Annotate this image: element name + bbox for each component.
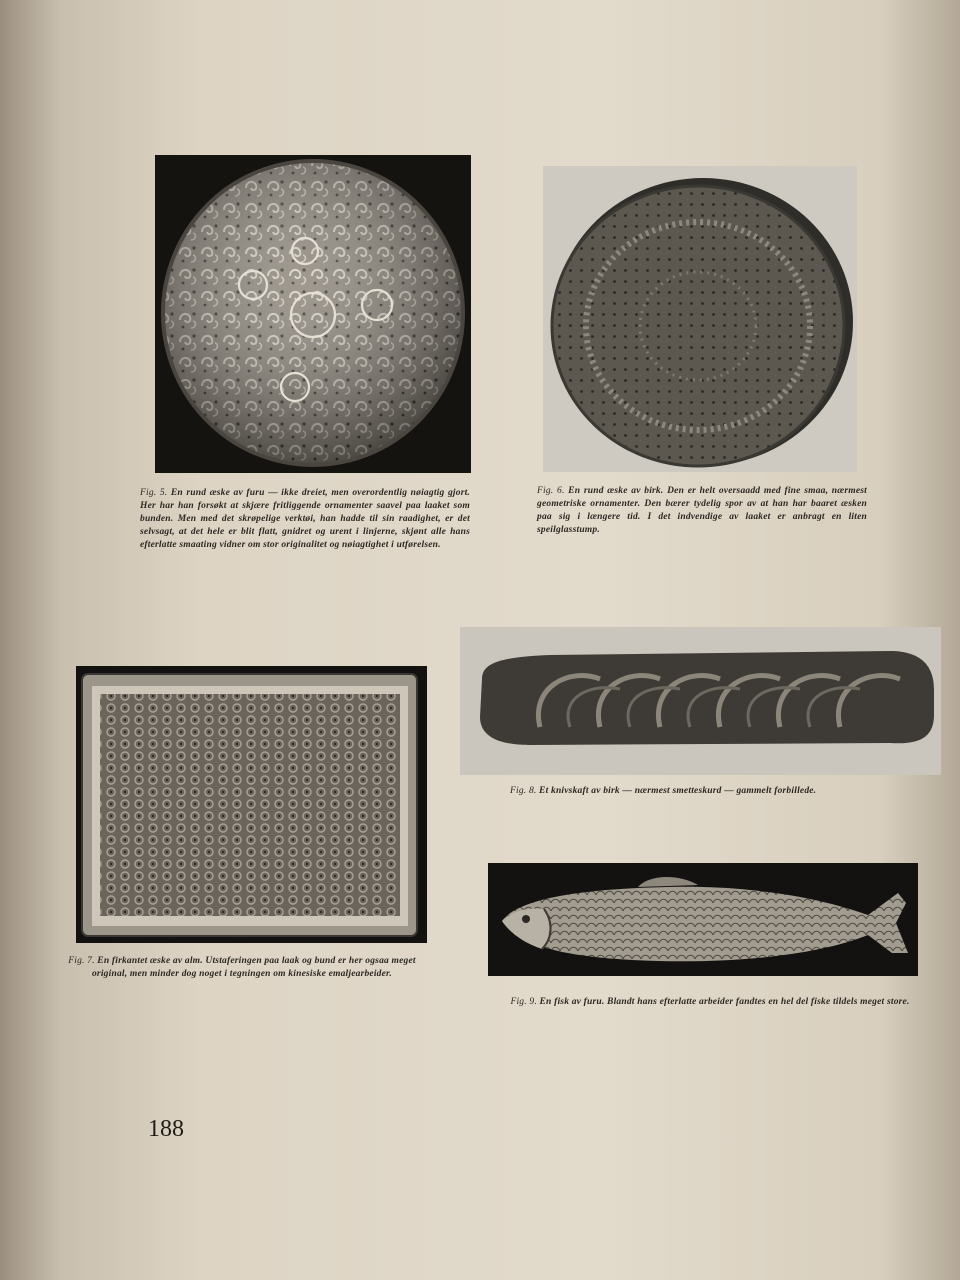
fig7-text: En firkantet æske av alm. Utstaferingen paa laak og bund er her ogsaa meget original, men minder dog noget i tegningen om kinesiske emaljearbeider. (91, 956, 416, 979)
fig6-caption (537, 485, 867, 537)
fig6-photo (543, 166, 857, 472)
fig7-photo (76, 666, 427, 943)
fig8-text: Et knivskaft av birk — nærmest smetteskurd — gammelt forbillede. (539, 786, 817, 796)
page-number: 188 (148, 1116, 184, 1142)
fig5-text: En rund æske av furu — ikke dreiet, men overordentlig nøiagtig gjort. Her har han forsøkt at skjære fritliggende ornamenter saavel paa laaket som bunden. Men med det skrøpelige verktøi, han hadde til sin raadighet, er det selvsagt, at det hele er blit flatt, gnidret og urent i linjerne, skjønt alle hans efterlatte smaating vidner om stor originalitet og nøiagtighet i utførelsen. (140, 488, 471, 550)
fig9-photo (488, 863, 918, 976)
fig8-label: Fig. 8. (510, 786, 537, 796)
fig5-label: Fig. 5. (140, 488, 168, 498)
fig8-photo (460, 627, 941, 775)
fig6-text: En rund æske av birk. Den er helt oversaadd med fine smaa, nærmest geometriske ornamenter. Den bærer tydelig spor av at han har baaret æsken paa sig i længere tid. I det indvendige av laaket er anbragt en liten speilglasstump. (537, 486, 867, 535)
fig9-label: Fig. 9. (510, 997, 537, 1007)
fig6-label: Fig. 6. (537, 486, 565, 496)
fig9-text: En fisk av furu. Blandt hans efterlatte arbeider fandtes en hel del fiske tildels meget store. (539, 997, 910, 1007)
fig5-caption (140, 487, 470, 552)
fig5-photo (155, 155, 471, 473)
fig8-caption (510, 785, 930, 798)
fig9-caption (490, 996, 930, 1009)
fig7-caption (62, 955, 422, 981)
fig7-label: Fig. 7. (68, 956, 95, 966)
